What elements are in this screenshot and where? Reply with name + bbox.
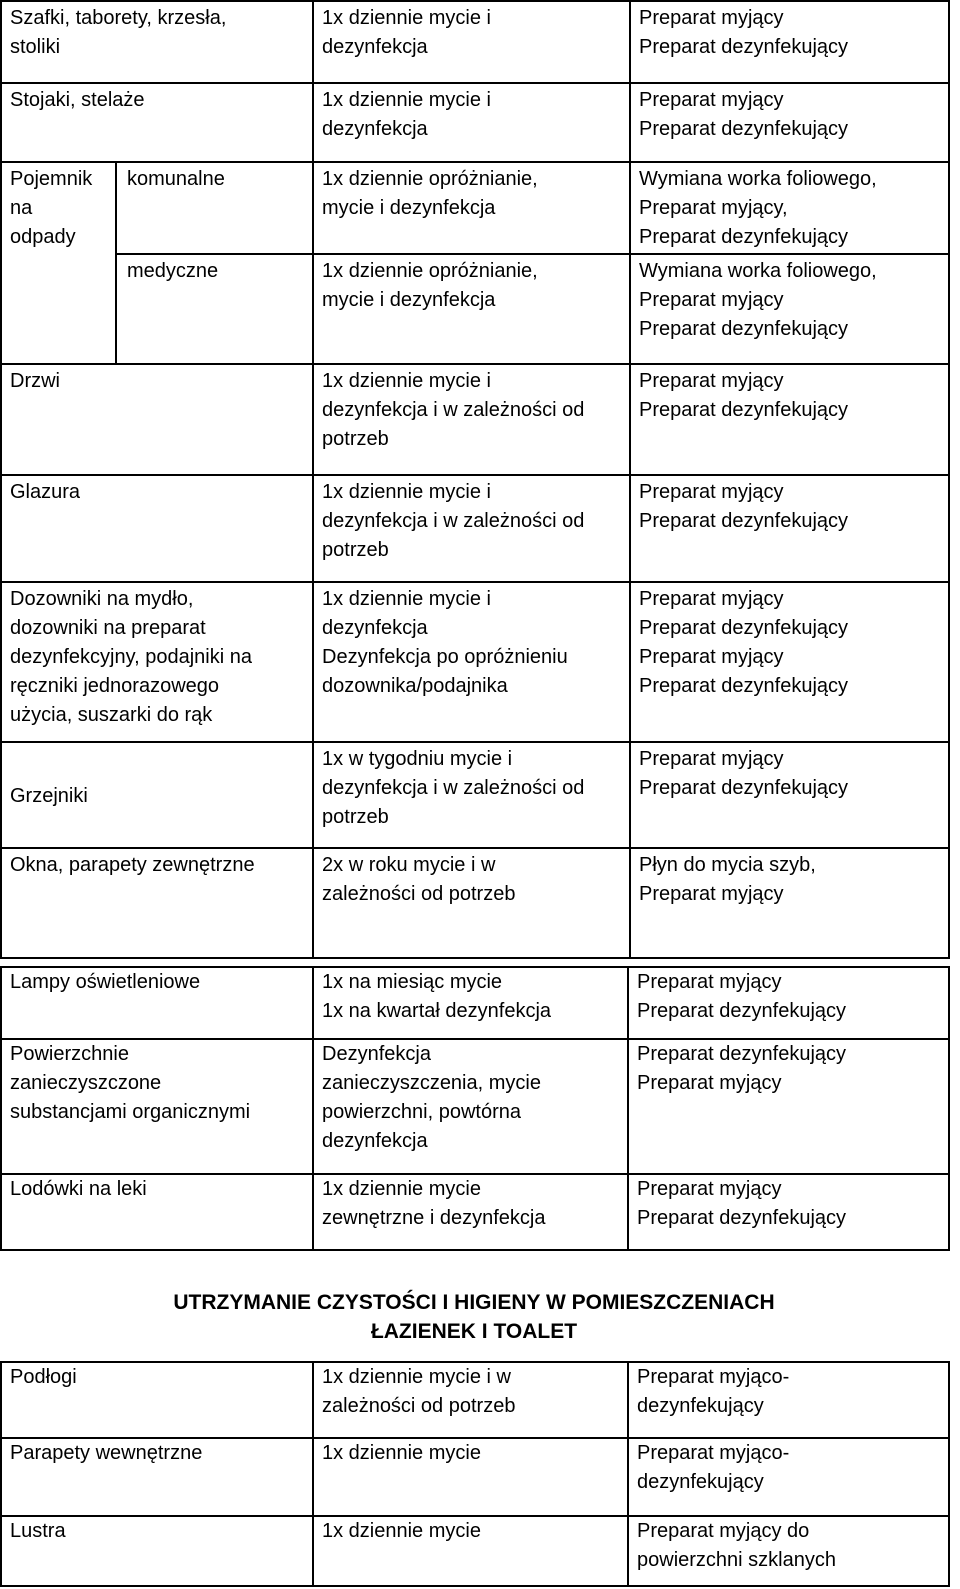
- table-row: [1, 967, 949, 1039]
- table-row: [1, 742, 949, 848]
- item-cell: Szafki, taborety, krzesła, stoliki: [1, 1, 313, 83]
- item-cell: Lampy oświetleniowe: [1, 967, 313, 1039]
- agent-cell: Preparat myjący Preparat dezynfekujący: [630, 475, 949, 582]
- item-cell: Okna, parapety zewnętrzne: [1, 848, 313, 958]
- agent-cell: Preparat myjąco- dezynfekujący: [628, 1362, 949, 1438]
- agent-cell: Preparat myjący Preparat dezynfekujący: [628, 967, 949, 1039]
- table-row: [1, 582, 949, 742]
- table-row: [1, 254, 949, 364]
- frequency-cell: 1x dziennie mycie: [313, 1516, 628, 1586]
- frequency-cell: 1x w tygodniu mycie i dezynfekcja i w zależności od potrzeb: [313, 742, 630, 848]
- item-cell: Stojaki, stelaże: [1, 83, 313, 162]
- waste-type-cell: komunalne: [116, 162, 313, 254]
- agent-cell: Wymiana worka foliowego, Preparat myjący, Preparat dezynfekujący: [630, 162, 949, 254]
- bathroom-cleaning-table: [0, 1361, 950, 1587]
- agent-cell: Preparat myjąco- dezynfekujący: [628, 1438, 949, 1516]
- item-cell: Podłogi: [1, 1362, 313, 1438]
- frequency-cell: 1x dziennie mycie i dezynfekcja i w zależności od potrzeb: [313, 475, 630, 582]
- table-row: [1, 848, 949, 958]
- agent-cell: Preparat myjący do powierzchni szklanych: [628, 1516, 949, 1586]
- frequency-cell: Dezynfekcja zanieczyszczenia, mycie powierzchni, powtórna dezynfekcja: [313, 1039, 628, 1174]
- item-cell: Pojemnik na odpady: [1, 162, 116, 364]
- table-row: [1, 83, 949, 162]
- table-row: [1, 1438, 949, 1516]
- frequency-cell: 1x dziennie mycie zewnętrzne i dezynfekcja: [313, 1174, 628, 1250]
- agent-cell: Preparat myjący Preparat dezynfekujący: [630, 742, 949, 848]
- agent-cell: Preparat myjący Preparat dezynfekujący Preparat myjący Preparat dezynfekujący: [630, 582, 949, 742]
- item-cell: Dozowniki na mydło, dozowniki na preparat dezynfekcyjny, podajniki na ręczniki jednorazowego użycia, suszarki do rąk: [1, 582, 313, 742]
- item-cell: Parapety wewnętrzne: [1, 1438, 313, 1516]
- waste-type-cell: medyczne: [116, 254, 313, 364]
- agent-cell: Preparat myjący Preparat dezynfekujący: [630, 1, 949, 83]
- agent-cell: Preparat myjący Preparat dezynfekujący: [628, 1174, 949, 1250]
- table-row: [1, 475, 949, 582]
- item-cell: Lustra: [1, 1516, 313, 1586]
- table-row: [1, 1039, 949, 1174]
- table-row: [1, 1362, 949, 1438]
- item-cell: Lodówki na leki: [1, 1174, 313, 1250]
- section-heading: UTRZYMANIE CZYSTOŚCI I HIGIENY W POMIESZCZENIACH ŁAZIENEK I TOALET: [173, 1291, 775, 1343]
- frequency-cell: 1x dziennie mycie i dezynfekcja i w zależności od potrzeb: [313, 364, 630, 475]
- item-cell: Grzejniki: [1, 742, 313, 848]
- agent-cell: Preparat myjący Preparat dezynfekujący: [630, 83, 949, 162]
- item-cell: Drzwi: [1, 364, 313, 475]
- frequency-cell: 1x dziennie mycie i w zależności od potrzeb: [313, 1362, 628, 1438]
- table-row: [1, 1, 949, 83]
- table-row: [1, 1174, 949, 1250]
- item-cell: Powierzchnie zanieczyszczone substancjami organicznymi: [1, 1039, 313, 1174]
- frequency-cell: 1x dziennie opróżnianie, mycie i dezynfekcja: [313, 162, 630, 254]
- agent-cell: Wymiana worka foliowego, Preparat myjący Preparat dezynfekujący: [630, 254, 949, 364]
- table-row: [1, 1516, 949, 1586]
- table-row: [1, 364, 949, 475]
- agent-cell: Płyn do mycia szyb, Preparat myjący: [630, 848, 949, 958]
- frequency-cell: 1x na miesiąc mycie 1x na kwartał dezynfekcja: [313, 967, 628, 1039]
- frequency-cell: 1x dziennie mycie: [313, 1438, 628, 1516]
- cleaning-table-additional: [0, 966, 950, 1251]
- frequency-cell: 1x dziennie mycie i dezynfekcja: [313, 83, 630, 162]
- agent-cell: Preparat dezynfekujący Preparat myjący: [628, 1039, 949, 1174]
- item-cell: Glazura: [1, 475, 313, 582]
- agent-cell: Preparat myjący Preparat dezynfekujący: [630, 364, 949, 475]
- frequency-cell: 1x dziennie mycie i dezynfekcja: [313, 1, 630, 83]
- table-row: [1, 162, 949, 254]
- frequency-cell: 1x dziennie mycie i dezynfekcja Dezynfekcja po opróżnieniu dozownika/podajnika: [313, 582, 630, 742]
- frequency-cell: 1x dziennie opróżnianie, mycie i dezynfekcja: [313, 254, 630, 364]
- frequency-cell: 2x w roku mycie i w zależności od potrzeb: [313, 848, 630, 958]
